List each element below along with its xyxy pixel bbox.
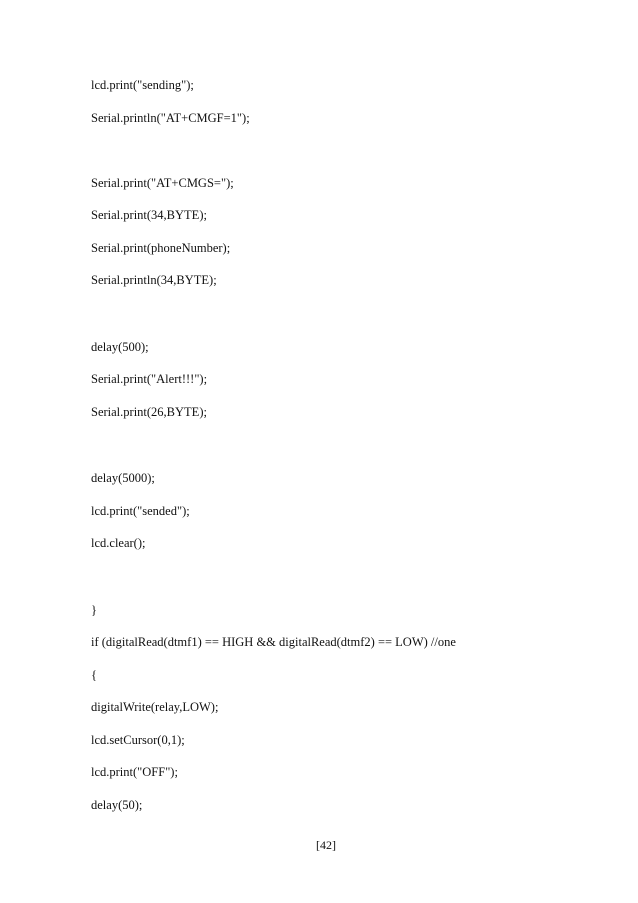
page-number: [42] [316, 838, 336, 852]
code-line: digitalWrite(relay,LOW); [91, 700, 219, 714]
code-line: Serial.println(34,BYTE); [91, 273, 217, 287]
code-line: lcd.print("sended"); [91, 504, 190, 518]
code-line: if (digitalRead(dtmf1) == HIGH && digitalRead(dtmf2) == LOW) //one [91, 635, 456, 649]
code-line: { [91, 668, 97, 682]
code-line: delay(50); [91, 798, 143, 812]
code-line: delay(5000); [91, 471, 155, 485]
code-line: } [91, 603, 97, 617]
code-line: Serial.println("AT+CMGF=1"); [91, 111, 250, 125]
code-line: Serial.print(34,BYTE); [91, 208, 207, 222]
code-line: Serial.print("Alert!!!"); [91, 372, 208, 386]
code-line: lcd.setCursor(0,1); [91, 733, 185, 747]
code-line: lcd.clear(); [91, 536, 146, 550]
code-line: Serial.print(phoneNumber); [91, 241, 231, 255]
code-line: delay(500); [91, 340, 149, 354]
code-line: lcd.print("sending"); [91, 78, 194, 92]
code-line: Serial.print("AT+CMGS="); [91, 176, 234, 190]
code-line: lcd.print("OFF"); [91, 765, 178, 779]
code-line: Serial.print(26,BYTE); [91, 405, 207, 419]
